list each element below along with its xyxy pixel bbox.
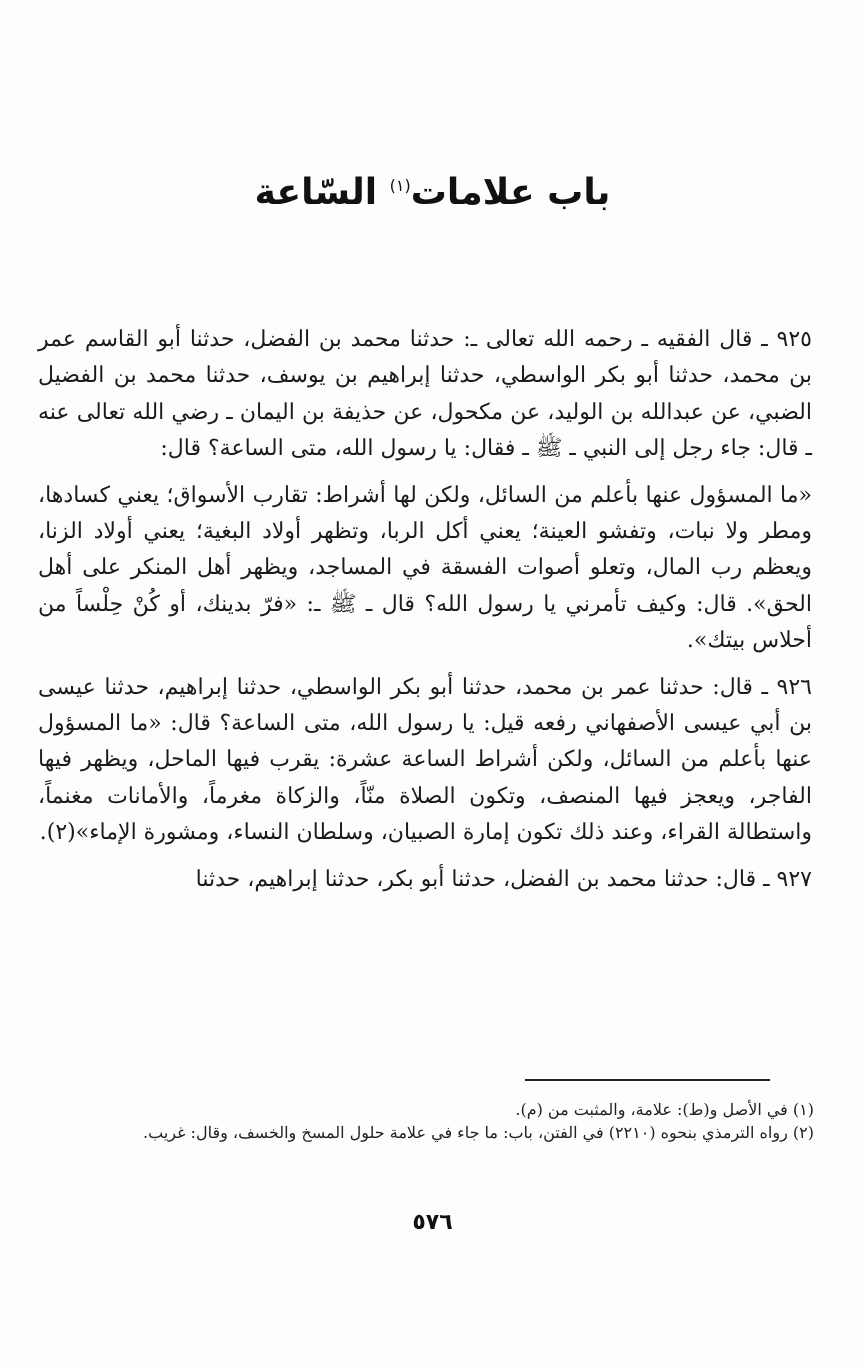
paragraph-925: ٩٢٥ ـ قال الفقيه ـ رحمه الله تعالى ـ: حدثنا محمد بن الفضل، حدثنا أبو القاسم عمر بن محمد، حدثنا أبو بكر الواسطي، حدثنا إبراهيم بن يوسف، حدثنا محمد بن الفضيل الضبي، عن عبدالله بن الوليد، عن مكحول، عن حذيفة بن اليمان ـ رضي الله تعالى عنه ـ قال: جاء رجل إلى النبي ـ ﷺ ـ فقال: يا رسول الله، متى الساعة؟ قال: xyxy=(38,327,812,462)
footnote-1: (١) في الأصل و(ط): علامة، والمثبت من (م). xyxy=(515,1100,814,1119)
title-text: باب علامات xyxy=(410,172,611,213)
footnote-divider xyxy=(525,1079,770,1081)
paragraph-926: ٩٢٦ ـ قال: حدثنا عمر بن محمد، حدثنا أبو بكر الواسطي، حدثنا إبراهيم، حدثنا عيسى بن أبي عيسى الأصفهاني رفعه قيل: يا رسول الله، متى الساعة؟ قال: «ما المسؤول عنها بأعلم من السائل، ولكن أشراط الساعة عشرة: يقرب فيها الماحل، ويظهر فيها الفاجر، ويعجز فيها المنصف، وتكون الصلاة منّاً، والزكاة مغرماً، والأمانات مغنماً، واستطالة القراء، وعند ذلك تكون إمارة الصبيان، وسلطان النساء، ومشورة الإماء»(٢). xyxy=(38,674,812,846)
paragraph-925-hadith: «ما المسؤول عنها بأعلم من السائل، ولكن لها أشراط: تقارب الأسواق؛ يعني كسادها، ومطر ولا نبات، وتفشو العينة؛ يعني أكل الربا، وتظهر أولاد البغية؛ يعني أولاد الزنا، ويعظم رب المال، وتعلو أصوات الفسقة في المساجد، ويظهر أهل المنكر على أهل الحق». قال: وكيف تأمرني يا رسول الله؟ قال ـ ﷺ ـ: «فرّ بدينك، أو كُنْ حِلْساً من أحلاس بيتك». xyxy=(38,482,812,654)
page-title xyxy=(0,172,865,213)
body-text xyxy=(38,322,812,908)
title-footnote-marker: (١) xyxy=(389,176,411,195)
paragraph-927: ٩٢٧ ـ قال: حدثنا محمد بن الفضل، حدثنا أبو بكر، حدثنا إبراهيم، حدثنا xyxy=(195,866,812,892)
footnotes xyxy=(36,1098,814,1144)
page-number: ٥٧٦ xyxy=(412,1210,453,1235)
title-text-end: السّاعة xyxy=(254,172,390,213)
footnote-2: (٢) رواه الترمذي بنحوه (٢٢١٠) في الفتن، باب: ما جاء في علامة حلول المسخ والخسف، وقال: غريب. xyxy=(143,1123,814,1142)
